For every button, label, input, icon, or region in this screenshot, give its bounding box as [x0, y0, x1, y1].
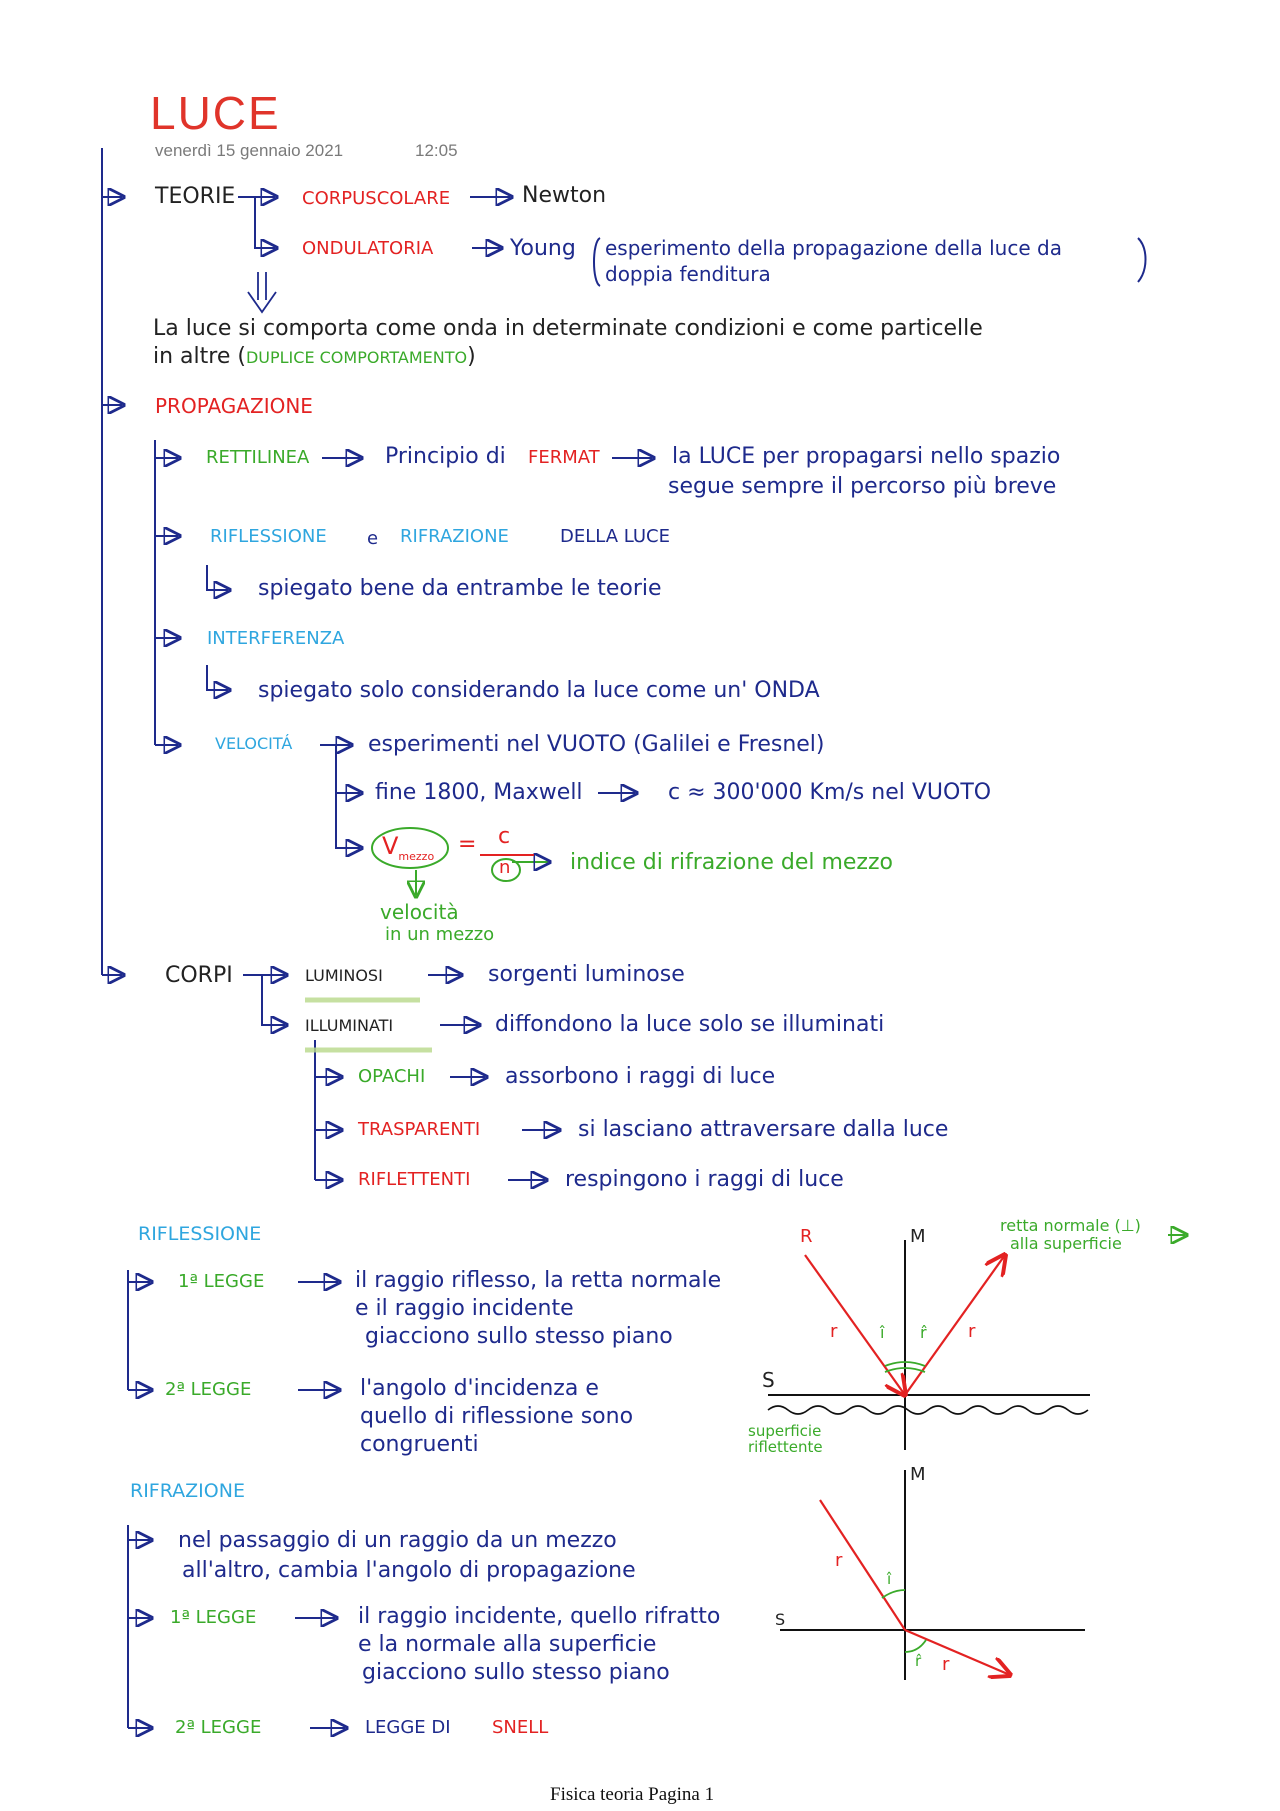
- riflessione-legge2-desc-3: congruenti: [360, 1432, 479, 1457]
- opachi-desc: assorbono i raggi di luce: [505, 1064, 776, 1089]
- illuminati-label: ILLUMINATI: [305, 1016, 394, 1035]
- fermat-desc-1: la LUCE per propagarsi nello spazio: [672, 444, 1061, 469]
- rifrazione-diagram-S: S: [775, 1610, 786, 1629]
- fermat-desc-2: segue sempre il percorso più breve: [668, 474, 1057, 499]
- conclusione-line-1: La luce si comporta come onda in determinate condizioni e come particelle: [153, 316, 983, 341]
- trasparenti-label: TRASPARENTI: [358, 1119, 481, 1140]
- trasparenti-desc: si lasciano attraversare dalla luce: [578, 1117, 949, 1142]
- riflessione-section-title: RIFLESSIONE: [138, 1223, 262, 1245]
- interferenza-label: INTERFERENZA: [207, 628, 345, 649]
- legge-di-label: LEGGE DI: [365, 1717, 451, 1738]
- riflessione-label: RIFLESSIONE: [210, 526, 327, 547]
- rifrazione-legge1-desc-3: giacciono sullo stesso piano: [362, 1660, 670, 1685]
- rettilinea-label: RETTILINEA: [206, 447, 310, 468]
- equals-sign: =: [458, 832, 477, 857]
- diagram-r-hat-label: r̂: [920, 1323, 927, 1342]
- rifrazione-diagram-r1: r: [835, 1550, 843, 1571]
- diagram-r2-label: r: [968, 1321, 976, 1342]
- rifrazione-diagram-r2: r: [942, 1654, 950, 1675]
- rifrazione-section-title: RIFRAZIONE: [130, 1480, 245, 1502]
- esperimento-line-1: esperimento della propagazione della luce da: [605, 236, 1062, 260]
- duplice-comportamento: DUPLICE COMPORTAMENTO: [245, 348, 468, 367]
- propagazione-label: PROPAGAZIONE: [155, 394, 313, 418]
- opachi-label: OPACHI: [358, 1066, 426, 1087]
- velocita-label: VELOCITÁ: [215, 734, 293, 753]
- note-time: 12:05: [415, 141, 458, 160]
- corpuscolare-label: CORPUSCOLARE: [302, 188, 451, 209]
- riflessione-legge2-label: 2ª LEGGE: [165, 1379, 252, 1400]
- spiegato-onda: spiegato solo considerando la luce come un' ONDA: [258, 678, 820, 703]
- newton-label: Newton: [522, 183, 607, 208]
- diffondono-label: diffondono la luce solo se illuminati: [495, 1012, 885, 1037]
- rifrazione-intro-1: nel passaggio di un raggio da un mezzo: [178, 1528, 617, 1553]
- superficie-label-2: riflettente: [748, 1438, 823, 1456]
- rifrazione-diagram-i: î: [887, 1570, 892, 1588]
- superficie-label-1: superficie: [748, 1422, 822, 1440]
- riflessione-legge1-desc-3: giacciono sullo stesso piano: [365, 1324, 673, 1349]
- rifrazione-legge1-desc-1: il raggio incidente, quello rifratto: [358, 1604, 721, 1629]
- indice-rifrazione: indice di rifrazione del mezzo: [570, 850, 893, 875]
- riflettenti-label: RIFLETTENTI: [358, 1169, 471, 1190]
- velocita-mezzo-1: velocità: [380, 900, 459, 924]
- note-date: venerdì 15 gennaio 2021: [155, 141, 344, 160]
- teorie-label: TEORIE: [155, 184, 236, 209]
- rifrazione-legge2-label: 2ª LEGGE: [175, 1717, 262, 1738]
- diagram-M-label: M: [910, 1226, 926, 1247]
- c-value-label: c ≈ 300'000 Km/s nel VUOTO: [668, 780, 992, 805]
- esperimento-line-2: doppia fenditura: [605, 262, 771, 286]
- rifrazione-legge1-desc-2: e la normale alla superficie: [358, 1632, 657, 1657]
- c-numerator: c: [498, 824, 511, 849]
- velocita-mezzo-2: in un mezzo: [385, 924, 495, 945]
- principio-label: Principio di: [385, 444, 506, 469]
- riflessione-diagram: [768, 1240, 1090, 1450]
- rifrazione-legge1-label: 1ª LEGGE: [170, 1607, 257, 1628]
- luminosi-label: LUMINOSI: [305, 966, 383, 985]
- maxwell-label: fine 1800, Maxwell: [375, 780, 583, 805]
- riflessione-legge2-desc-1: l'angolo d'incidenza e: [360, 1376, 599, 1401]
- rifrazione-diagram: [780, 1470, 1085, 1680]
- page-title: LUCE: [150, 87, 281, 139]
- riflettenti-desc: respingono i raggi di luce: [565, 1167, 844, 1192]
- diagram-i-label: î: [880, 1323, 885, 1342]
- young-label: Young: [510, 236, 576, 261]
- e-label: e: [367, 528, 379, 549]
- ondulatoria-label: ONDULATORIA: [302, 238, 434, 259]
- riflessione-legge1-label: 1ª LEGGE: [178, 1271, 265, 1292]
- v-mezzo-symbol: $V_{mezzo}$: [382, 832, 435, 863]
- conclusione-line-2: in altre (DUPLICE COMPORTAMENTO): [153, 344, 476, 369]
- retta-normale-1: retta normale (⊥): [1000, 1216, 1141, 1235]
- page-footer: Fisica teoria Pagina 1: [550, 1784, 715, 1805]
- n-denominator: n: [499, 857, 511, 878]
- riflessione-legge2-desc-2: quello di riflessione sono: [360, 1404, 634, 1429]
- corpi-label: CORPI: [165, 963, 233, 988]
- rifrazione-intro-2: all'altro, cambia l'angolo di propagazione: [182, 1558, 636, 1583]
- rifrazione-diagram-r-hat: r̂: [915, 1652, 922, 1670]
- diagram-r1-label: r: [830, 1321, 838, 1342]
- diagram-R-label: R: [800, 1226, 813, 1247]
- diagram-S-label: S: [762, 1368, 775, 1392]
- riflessione-legge1-desc-1: il raggio riflesso, la retta normale: [355, 1268, 722, 1293]
- rifrazione-diagram-M: M: [910, 1464, 926, 1485]
- retta-normale-2: alla superficie: [1010, 1234, 1122, 1253]
- esperimenti-vuoto: esperimenti nel VUOTO (Galilei e Fresnel): [368, 732, 825, 757]
- riflessione-legge1-desc-2: e il raggio incidente: [355, 1296, 574, 1321]
- spiegato-entrambe: spiegato bene da entrambe le teorie: [258, 576, 662, 601]
- fermat-label: FERMAT: [528, 447, 600, 468]
- della-luce-label: DELLA LUCE: [560, 526, 670, 547]
- snell-label: SNELL: [492, 1717, 549, 1738]
- rifrazione-label: RIFRAZIONE: [400, 526, 509, 547]
- sorgenti-luminose: sorgenti luminose: [488, 962, 685, 987]
